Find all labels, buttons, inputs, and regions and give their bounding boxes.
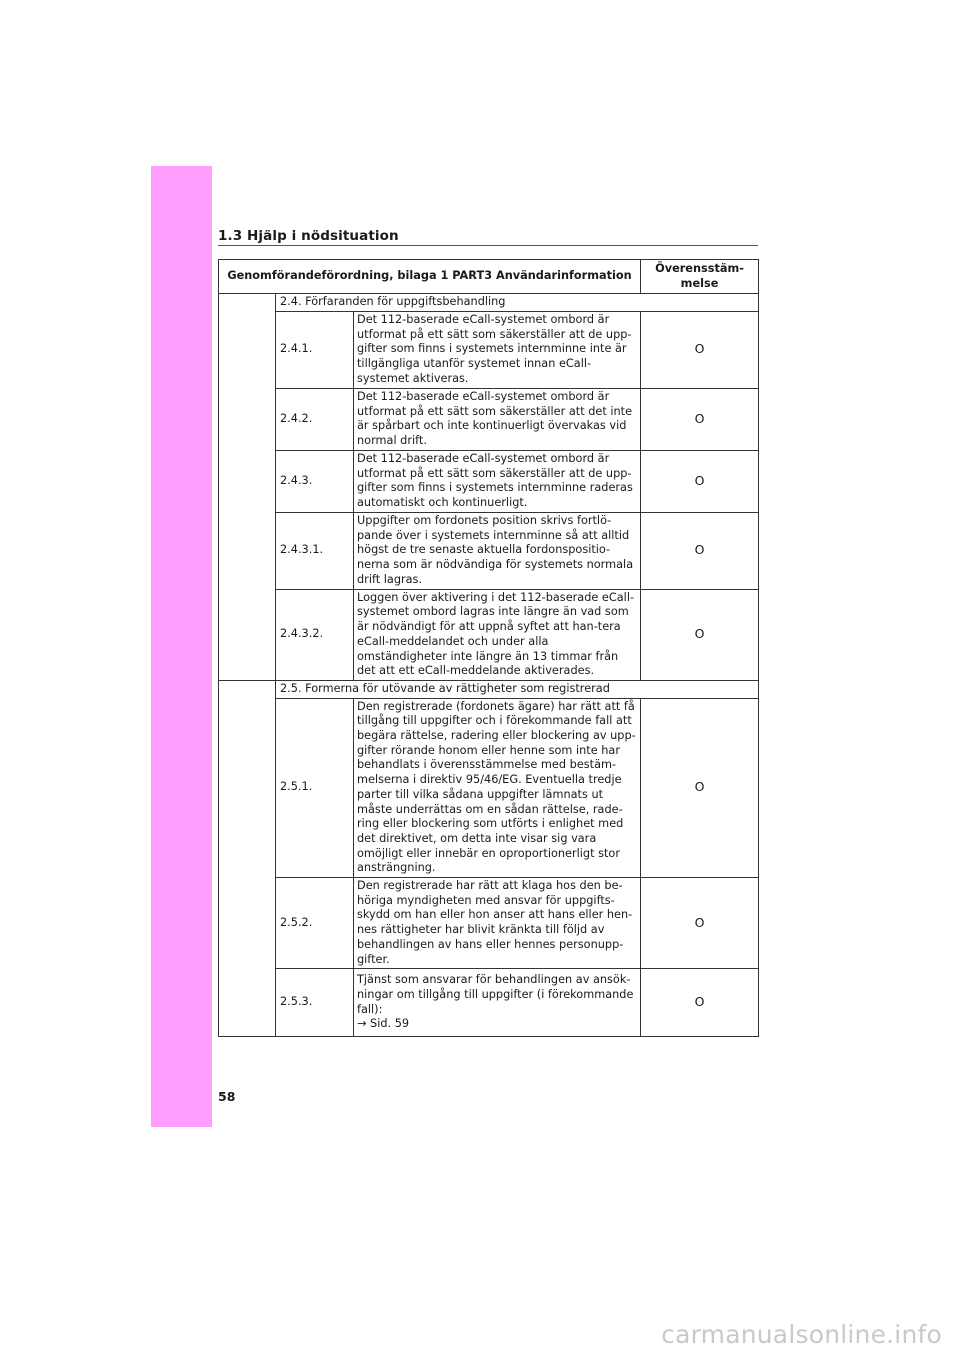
table-row [219,589,759,680]
row-text: Det 112-baserade eCall-systemet ombord är utformat på ett sätt som säkerställer att de upp-gifter som finns i systemets internminne raderas automatiskt och kontinuerligt. [354,450,641,512]
table-row [219,388,759,450]
header-conformity: Överensstäm- melse [641,260,759,294]
requirements-table [218,259,759,1037]
row-number: 2.5.2. [276,878,354,969]
blank-cell [219,294,276,681]
table-row [219,512,759,589]
row-conformity-mark: O [641,311,759,388]
row-conformity-mark: O [641,512,759,589]
table-row [219,450,759,512]
table-row [219,311,759,388]
watermark: carmanualsonline.info [661,1320,942,1349]
row-number: 2.4.3.1. [276,512,354,589]
section-title: 1.3 Hjälp i nödsituation [218,228,399,244]
page-number: 58 [218,1089,236,1104]
row-text: Loggen över aktivering i det 112-baserade eCall-systemet ombord lagras inte längre än vad som är nödvändigt för att uppnå syftet att han-tera eCall-meddelandet och under alla omständigheter inte längre än 13 timmar från det att ett eCall-meddelande aktiverades. [354,589,641,680]
row-text: Det 112-baserade eCall-systemet ombord är utformat på ett sätt som säkerställer att det inte är spårbart och inte kontinuerligt övervakas vid normal drift. [354,388,641,450]
group-heading-row [219,680,759,698]
group-heading-row [219,294,759,312]
section-header [218,225,758,246]
row-number: 2.4.2. [276,388,354,450]
group-heading: 2.4. Förfaranden för uppgiftsbehandling [276,294,759,312]
row-text: Det 112-baserade eCall-systemet ombord är utformat på ett sätt som säkerställer att de upp-gifter som finns i systemets internminne inte är tillgängliga utanför systemet innan eCall-systemet aktiveras. [354,311,641,388]
group-heading: 2.5. Formerna för utövande av rättigheter som registrerad [276,680,759,698]
row-conformity-mark: O [641,878,759,969]
row-number: 2.4.3. [276,450,354,512]
row-text: Den registrerade har rätt att klaga hos den be-höriga myndigheten med ansvar för uppgifts-skydd om han eller hon anser att hans eller hen-nes rättigheter har blivit kränkta till följd av behandlingen av hans eller hennes personupp-gifter. [354,878,641,969]
blank-cell [219,680,276,1036]
row-number: 2.5.3. [276,969,354,1037]
table-row [219,969,759,1037]
page-reference-link[interactable]: → Sid. 59 [357,1017,410,1031]
chapter-side-tab [151,166,212,1127]
header-regulation: Genomförandeförordning, bilaga 1 PART3 Användarinformation [219,260,641,294]
row-conformity-mark: O [641,589,759,680]
row-number: 2.4.3.2. [276,589,354,680]
row-conformity-mark: O [641,698,759,877]
table-row [219,698,759,877]
table-header-row [219,260,759,294]
row-number: 2.5.1. [276,698,354,877]
row-text-body: Tjänst som ansvarar för behandlingen av ansök-ningar om tillgång till uppgifter (i förekommande fall): [357,973,634,1016]
row-text: Uppgifter om fordonets position skrivs fortlö-pande över i systemets internminne så att alltid högst de tre senaste aktuella fordonspositio-nerna som är nödvändiga för systemets normala drift lagras. [354,512,641,589]
table-row [219,878,759,969]
row-conformity-mark: O [641,388,759,450]
row-conformity-mark: O [641,969,759,1037]
row-conformity-mark: O [641,450,759,512]
row-text: Den registrerade (fordonets ägare) har rätt att få tillgång till uppgifter och i förekommande fall att begära rättelse, radering eller blockering av upp-gifter rörande honom eller henne som inte har behandlats i överensstämmelse med bestäm-melserna i direktiv 95/46/EG. Eventuella tredje parter till vilka sådana uppgifter lämnats ut måste underrättas om en sådan rättelse, rade-ring eller blockering som utförts i enlighet med det direktivet, om detta inte visar sig vara omöjligt eller innebär en oproportionerligt stor ansträngning. [354,698,641,877]
row-number: 2.4.1. [276,311,354,388]
row-text [354,969,641,1037]
